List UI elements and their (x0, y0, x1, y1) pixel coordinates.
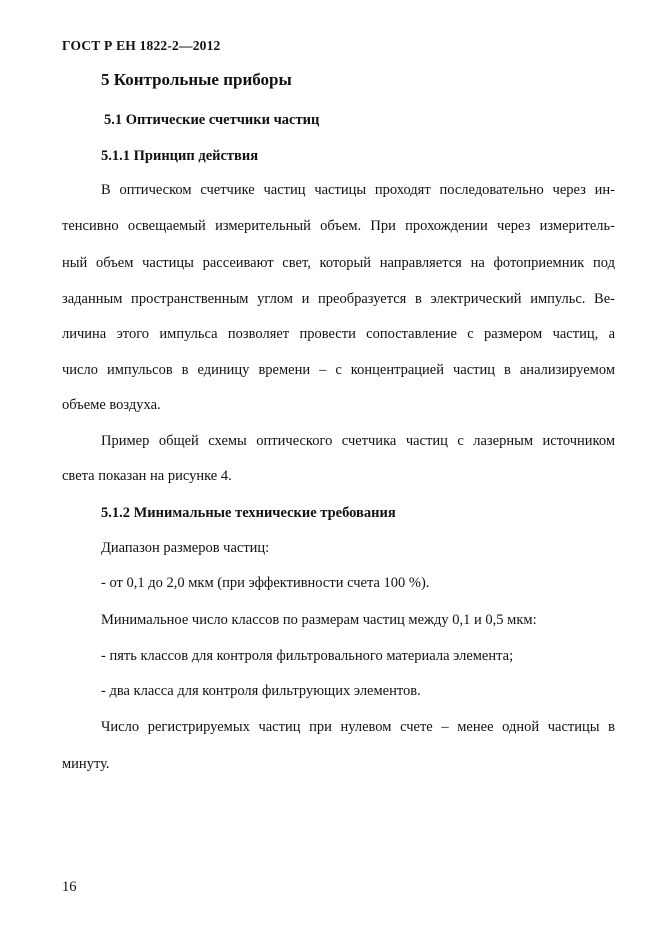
size-range-value: - от 0,1 до 2,0 мкм (при эффективности счета 100 %). (101, 575, 430, 591)
example-line-2: света показан на рисунке 4. (62, 468, 232, 484)
principle-title: 5.1.1 Принцип действия (101, 148, 259, 164)
principle-line-2: тенсивно освещаемый измерительный объем. При прохождении через измеритель- (62, 218, 615, 234)
principle-line-6: число импульсов в единицу времени – с концентрацией частиц в анализируемом (62, 362, 615, 378)
zero-count-line-1: Число регистрируемых частиц при нулевом счете – менее одной частицы в (101, 719, 615, 735)
principle-line-7: объеме воздуха. (62, 397, 161, 413)
principle-line-3: ный объем частицы рассеивают свет, который направляется на фотоприемник под (62, 255, 615, 271)
requirements-title: 5.1.2 Минимальные технические требования (101, 505, 396, 521)
classes-item-2: - два класса для контроля фильтрующих элементов. (101, 683, 421, 699)
size-range-label: Диапазон размеров частиц: (101, 540, 270, 556)
example-line-1: Пример общей схемы оптического счетчика частиц с лазерным источником (101, 433, 615, 449)
zero-count-line-2: минуту. (62, 756, 110, 772)
section-title: 5 Контрольные приборы (101, 70, 292, 89)
principle-line-1: В оптическом счетчике частиц частицы проходят последовательно через ин- (101, 182, 615, 198)
classes-label: Минимальное число классов по размерам частиц между 0,1 и 0,5 мкм: (101, 612, 537, 628)
page-number: 16 (62, 879, 77, 895)
principle-line-5: личина этого импульса позволяет провести сопоставление с размером частиц, а (62, 326, 615, 342)
standard-header: ГОСТ Р ЕН 1822-2—2012 (62, 38, 221, 53)
principle-line-4: заданным пространственным углом и преобразуется в электрический импульс. Ве- (62, 291, 615, 307)
classes-item-1: - пять классов для контроля фильтровального материала элемента; (101, 648, 514, 664)
subsection-title: 5.1 Оптические счетчики частиц (104, 112, 320, 128)
